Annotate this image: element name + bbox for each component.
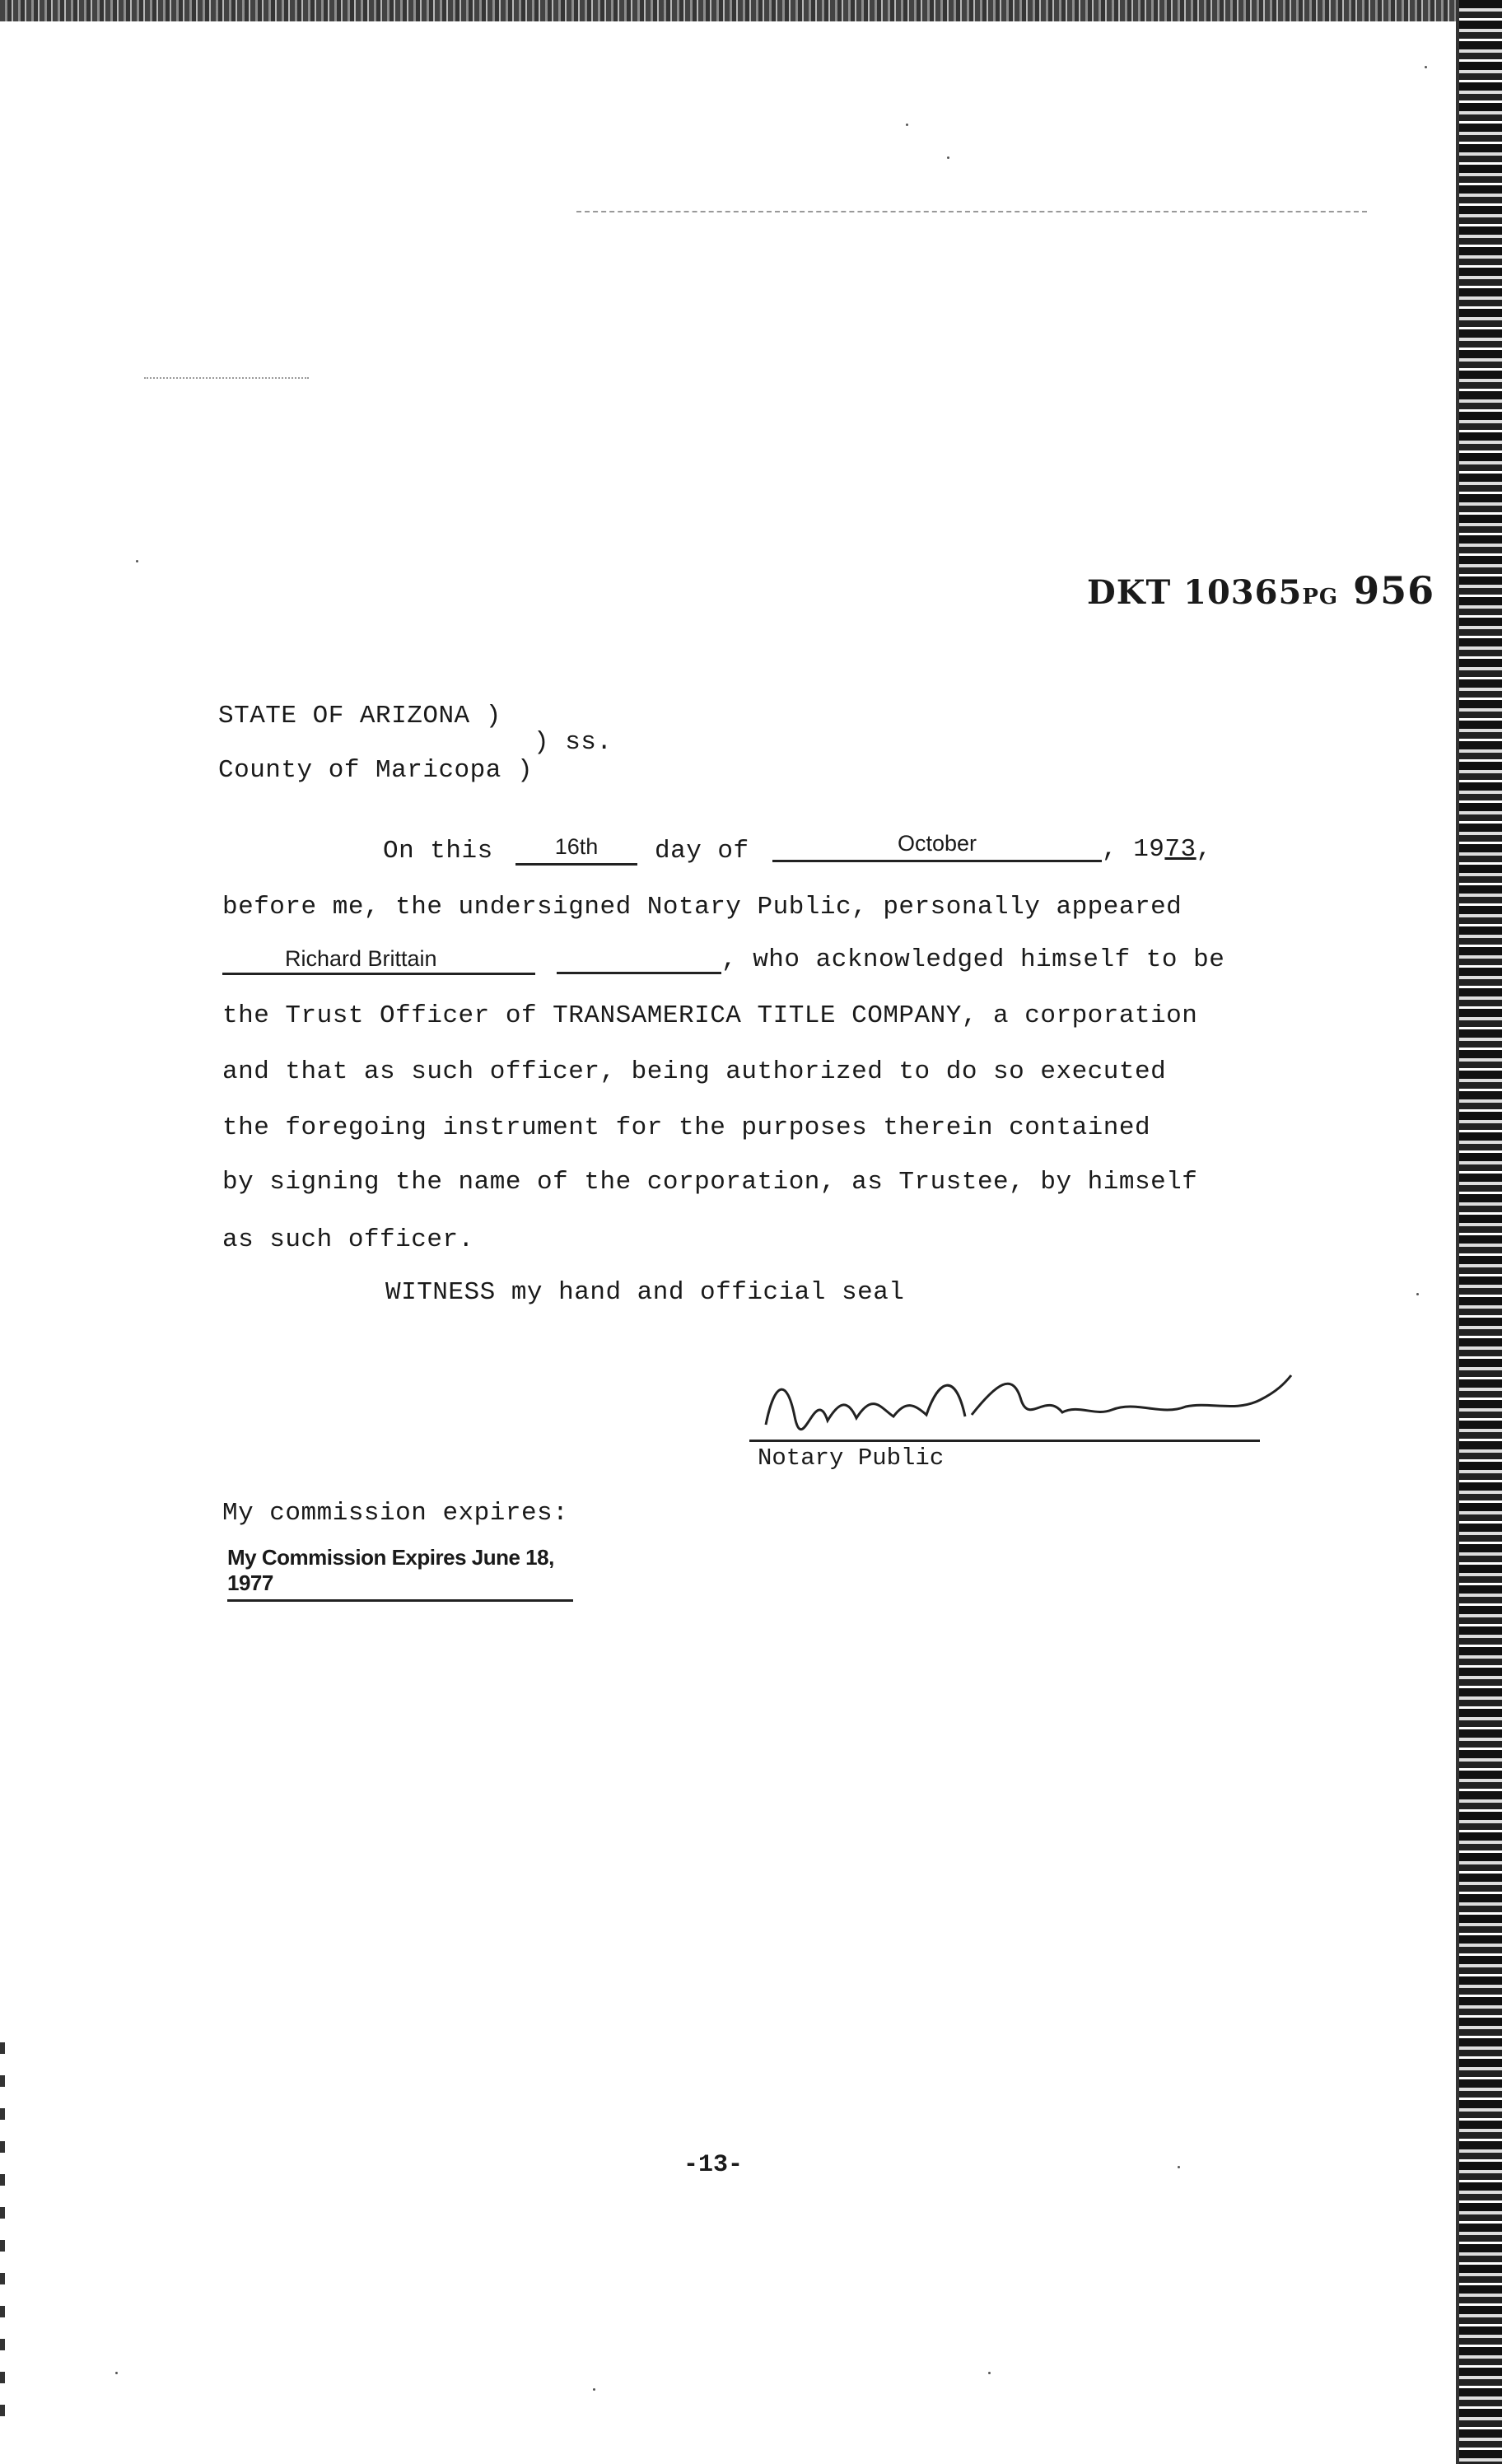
scan-edge-line [1456, 0, 1459, 2464]
page-number-ref: 956 [1353, 568, 1435, 613]
year-suffix: , [1196, 835, 1212, 864]
speck [593, 2388, 595, 2391]
scan-edge-right [1459, 0, 1502, 2464]
scan-dot-line [144, 377, 309, 379]
docket-number: DKT 10365 [1087, 573, 1303, 612]
commission-label: My commission expires: [222, 1499, 569, 1528]
speck [906, 124, 908, 126]
day-of-label: day of [655, 837, 749, 866]
book-page-reference [1087, 568, 1434, 613]
speck [947, 156, 949, 159]
day-field: 16th [515, 833, 637, 866]
speck [115, 2372, 118, 2374]
commission-stamp: My Commission Expires June 18, 1977 [227, 1545, 573, 1602]
venue-county: County of Maricopa ) [218, 756, 534, 785]
signature-line [749, 1440, 1260, 1442]
witness-line: WITNESS my hand and official seal [385, 1278, 905, 1307]
handwritten-signature [749, 1367, 1309, 1441]
ack-line-6: the foregoing instrument for the purposes therein contained [222, 1113, 1151, 1142]
year-century: , 19 [1102, 835, 1165, 864]
year-field: 73 [1164, 835, 1196, 864]
footer-page-number: -13- [683, 2151, 744, 2179]
speck [136, 560, 138, 562]
ack-line-7: by signing the name of the corporation, as Trustee, by himself [222, 1168, 1198, 1197]
speck [1425, 66, 1427, 68]
speck [988, 2372, 991, 2374]
notary-public-label: Notary Public [758, 1444, 945, 1472]
ack-line-2: before me, the undersigned Notary Public, personally appeared [222, 893, 1182, 922]
on-this-label: On this [383, 837, 493, 866]
month-field: October [772, 830, 1102, 862]
ack-line-5: and that as such officer, being authorized to do so executed [222, 1057, 1167, 1086]
ack-line-8: as such officer. [222, 1225, 474, 1254]
speck [1178, 2166, 1180, 2168]
venue-ss: ) ss. [534, 728, 613, 757]
ack-line-4: the Trust Officer of TRANSAMERICA TITLE COMPANY, a corporation [222, 1001, 1198, 1030]
notary-signature-block [749, 1367, 1309, 1482]
scan-edge-left [0, 2042, 5, 2438]
speck [1416, 1293, 1419, 1295]
scan-dash-line [576, 211, 1367, 212]
ack-line-3: , who acknowledged himself to be [721, 945, 1225, 974]
signer-underline-ext [557, 972, 721, 974]
page-prefix: PG [1302, 585, 1339, 609]
scan-noise-top [0, 0, 1502, 21]
venue-state: STATE OF ARIZONA ) [218, 702, 501, 730]
year-prefix [1102, 835, 1212, 864]
signer-name-field: Richard Brittain [222, 945, 535, 975]
